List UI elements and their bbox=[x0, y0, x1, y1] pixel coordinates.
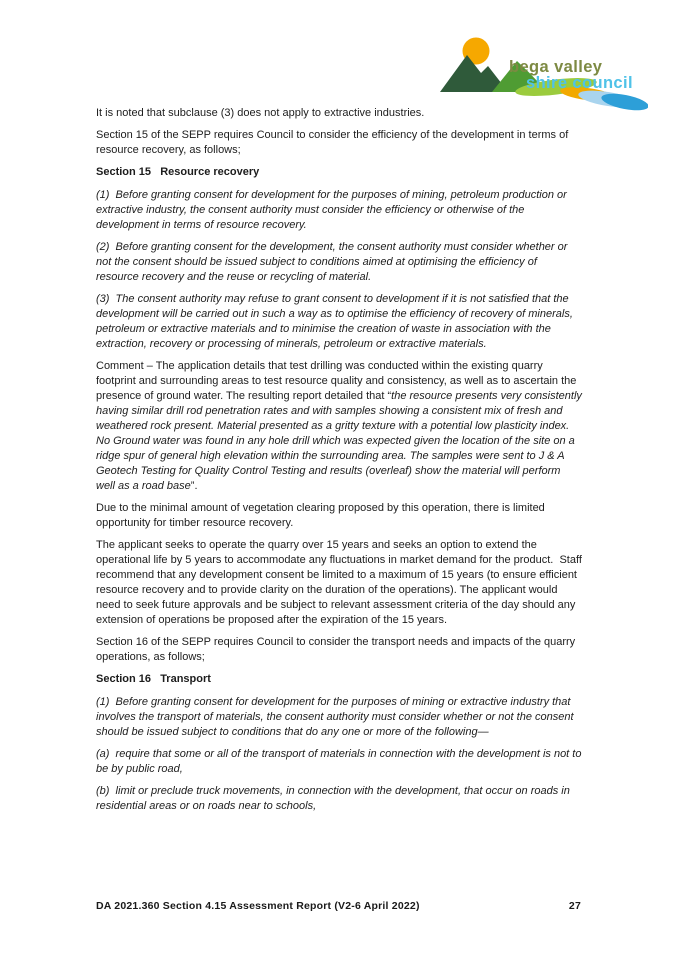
footer-page-number: 27 bbox=[568, 900, 581, 912]
clause-16-1: (1) Before granting consent for development for the purposes of mining or extractive industry that involves the transport of materials, the consent authority must consider whether or not the consent should be issued subject to conditions that do any one or more of the following— bbox=[96, 696, 577, 738]
council-logo bbox=[438, 35, 648, 111]
paragraph-section15-intro: Section 15 of the SEPP requires Council to consider the efficiency of the development in terms of resource recovery, as follows; bbox=[96, 129, 572, 156]
heading-section15: Section 15 Resource recovery bbox=[96, 166, 260, 178]
comment-quoted-text: the resource presents very consistently having similar drill rod penetration rates and with samples showing a consistent mix of fresh and weathered rock present. Material presented as a gritty texture with a potential low plasticity index. No Ground water was found in any hole drill which was expected given the location of the site on a ridge spur of general high elevation within the surrounding area. The samples were sent to J & A Geotech Testing for Quality Control Testing and results (overleaf) show the material will perform well as a road base bbox=[96, 390, 585, 492]
footer-report-title: DA 2021.360 Section 4.15 Assessment Report (V2-6 April 2022) bbox=[96, 900, 420, 912]
clause-15-3: (3) The consent authority may refuse to grant consent to development if it is not satisfied that the development will be carried out in such a way as to optimise the efficiency of recovery of minerals, petroleum or extractive materials and to minimise the creation of waste in association with the extraction, recovery or processing of minerals, petroleum or extractive materials. bbox=[96, 293, 576, 350]
logo-wordmark-line1: bega valley bbox=[509, 58, 603, 76]
page-footer bbox=[96, 900, 581, 912]
logo-wordmark-line2: shire council bbox=[526, 74, 633, 92]
paragraph-section16-intro: Section 16 of the SEPP requires Council to consider the transport needs and impacts of the quarry operations, as follows; bbox=[96, 636, 579, 663]
clause-15-1: (1) Before granting consent for development for the purposes of mining, petroleum production or extractive industry, the consent authority must consider the efficiency or otherwise of the development in terms of resource recovery. bbox=[96, 189, 570, 231]
paragraph-vegetation: Due to the minimal amount of vegetation clearing proposed by this operation, there is limited opportunity for timber resource recovery. bbox=[96, 502, 548, 529]
clause-16-b: (b) limit or preclude truck movements, in connection with the development, that occur on roads in residential areas or on roads near to schools, bbox=[96, 785, 573, 812]
logo-graphic bbox=[438, 35, 648, 111]
paragraph-comment bbox=[96, 359, 585, 494]
clause-15-2: (2) Before granting consent for the development, the consent authority must consider whether or not the consent should be issued subject to conditions aimed at optimising the efficiency of resource recovery and the reuse or recycling of material. bbox=[96, 241, 571, 283]
document-body bbox=[96, 106, 585, 821]
clause-16-a: (a) require that some or all of the transport of materials in connection with the development is not to be by public road, bbox=[96, 748, 585, 775]
paragraph-applicant: The applicant seeks to operate the quarry over 15 years and seeks an option to extend the operational life by 5 years to accommodate any fluctuations in market demand for the product. Staff recommend that any development consent be limited to a maximum of 15 years (to ensure efficient resource recovery and to provide clarity on the duration of the operations). The applicant would need to seek future approvals and be subject to relevant assessment criteria of the day should any extension of operations be proposed after the expiration of the 15 years. bbox=[96, 539, 585, 626]
comment-closing-text: ”. bbox=[190, 480, 198, 492]
paragraph-subclause-note: It is noted that subclause (3) does not apply to extractive industries. bbox=[96, 107, 425, 119]
heading-section16: Section 16 Transport bbox=[96, 673, 211, 685]
comment-lead-text: Comment – The application details that test drilling was conducted within the existing quarry footprint and surrounding areas to test resource quality and consistency, as well as to ascertain the presence of ground water. The resulting report detailed that “ bbox=[96, 360, 580, 402]
